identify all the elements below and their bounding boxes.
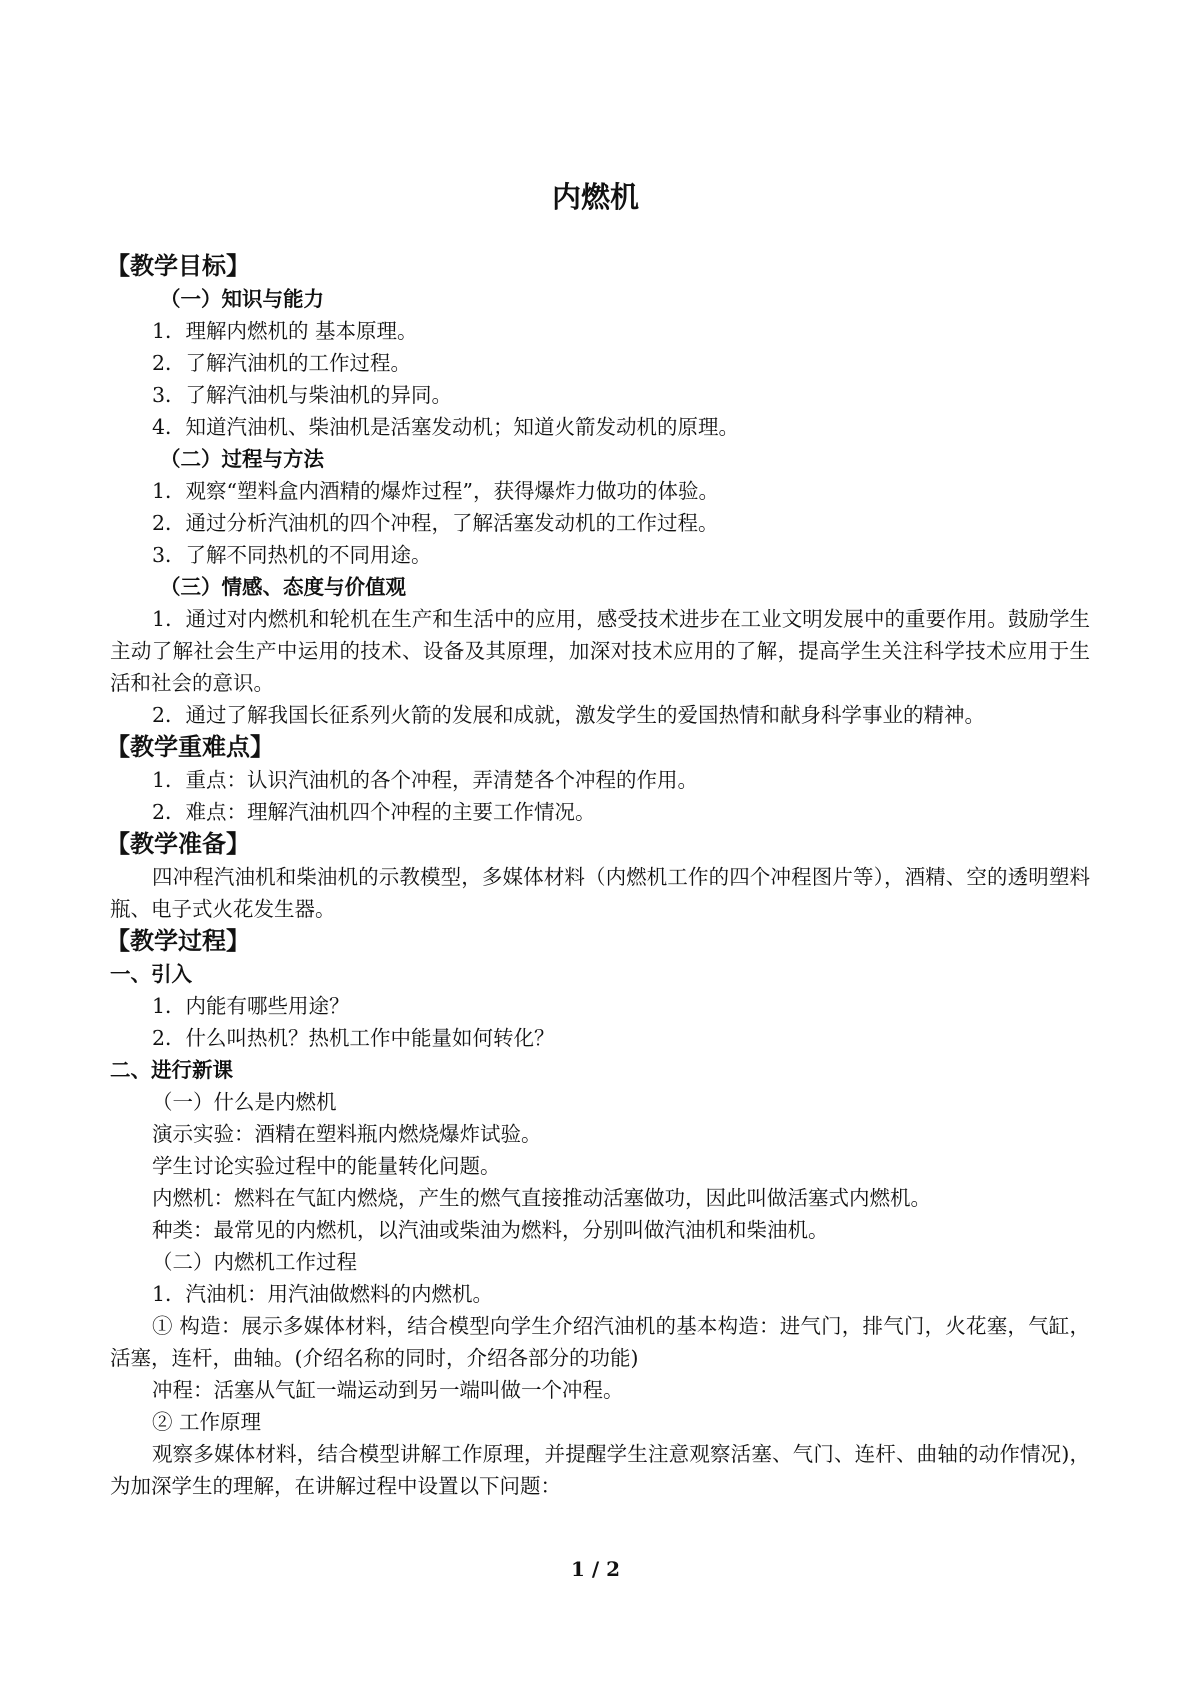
subheading-knowledge: （一）知识与能力 [160, 287, 324, 311]
list-item: （二）内燃机工作过程 [152, 1250, 357, 1274]
section-heading-procedure: 【教学过程】 [106, 927, 250, 955]
list-item: 2．通过分析汽油机的四个冲程，了解活塞发动机的工作过程。 [152, 511, 719, 535]
list-item: 冲程：活塞从气缸一端运动到另一端叫做一个冲程。 [152, 1378, 624, 1402]
list-item: 1．汽油机：用汽油做燃料的内燃机。 [152, 1282, 494, 1306]
subheading-intro: 一、引入 [110, 962, 192, 986]
list-item: 3．了解不同热机的不同用途。 [152, 543, 432, 567]
list-item: 4．知道汽油机、柴油机是活塞发动机；知道火箭发动机的原理。 [152, 415, 740, 439]
subheading-process: （二）过程与方法 [160, 447, 324, 471]
subheading-emotion: （三）情感、态度与价值观 [160, 575, 406, 599]
paragraph: 四冲程汽油机和柴油机的示教模型，多媒体材料（内燃机工作的四个冲程图片等），酒精、空的透明塑料瓶、电子式火花发生器。 [110, 865, 1090, 921]
list-item: 2．了解汽油机的工作过程。 [152, 351, 412, 375]
page-number: 1 / 2 [570, 1557, 621, 1581]
paragraph: 1．通过对内燃机和轮机在生产和生活中的应用，感受技术进步在工业文明发展中的重要作用。鼓励学生主动了解社会生产中运用的技术、设备及其原理，加深对技术应用的了解，提高学生关注科学技术应用于生活和社会的意识。 [110, 607, 1090, 695]
list-item: 学生讨论实验过程中的能量转化问题。 [152, 1154, 501, 1178]
list-item: 3．了解汽油机与柴油机的异同。 [152, 383, 453, 407]
page-title: 内燃机 [551, 180, 639, 214]
section-heading-key-points: 【教学重难点】 [106, 733, 274, 761]
paragraph: ① 构造：展示多媒体材料，结合模型向学生介绍汽油机的基本构造：进气门，排气门，火花塞，气缸，活塞，连杆，曲轴。(介绍名称的同时，介绍各部分的功能) [110, 1314, 1090, 1370]
list-item: 1．理解内燃机的 基本原理。 [152, 319, 418, 343]
list-item: ② 工作原理 [152, 1410, 262, 1434]
paragraph: 2．通过了解我国长征系列火箭的发展和成就，激发学生的爱国热情和献身科学事业的精神。 [152, 703, 986, 727]
list-item: 2．难点：理解汽油机四个冲程的主要工作情况。 [152, 800, 596, 824]
list-item: 内燃机：燃料在气缸内燃烧，产生的燃气直接推动活塞做功，因此叫做活塞式内燃机。 [152, 1186, 931, 1210]
list-item: （一）什么是内燃机 [152, 1090, 337, 1114]
list-item: 1．重点：认识汽油机的各个冲程，弄清楚各个冲程的作用。 [152, 768, 699, 792]
section-heading-preparation: 【教学准备】 [106, 830, 250, 858]
subheading-new-lesson: 二、进行新课 [110, 1058, 233, 1082]
list-item: 2．什么叫热机？热机工作中能量如何转化？ [152, 1026, 555, 1050]
document-body [106, 250, 1090, 1502]
section-heading-objectives: 【教学目标】 [106, 252, 250, 280]
list-item: 演示实验：酒精在塑料瓶内燃烧爆炸试验。 [152, 1122, 542, 1146]
paragraph: 观察多媒体材料，结合模型讲解工作原理，并提醒学生注意观察活塞、气门、连杆、曲轴的动作情况)，为加深学生的理解，在讲解过程中设置以下问题： [110, 1442, 1090, 1498]
list-item: 种类：最常见的内燃机，以汽油或柴油为燃料，分别叫做汽油机和柴油机。 [152, 1218, 829, 1242]
list-item: 1．内能有哪些用途？ [152, 994, 350, 1018]
list-item: 1．观察“塑料盒内酒精的爆炸过程”，获得爆炸力做功的体验。 [152, 479, 720, 503]
